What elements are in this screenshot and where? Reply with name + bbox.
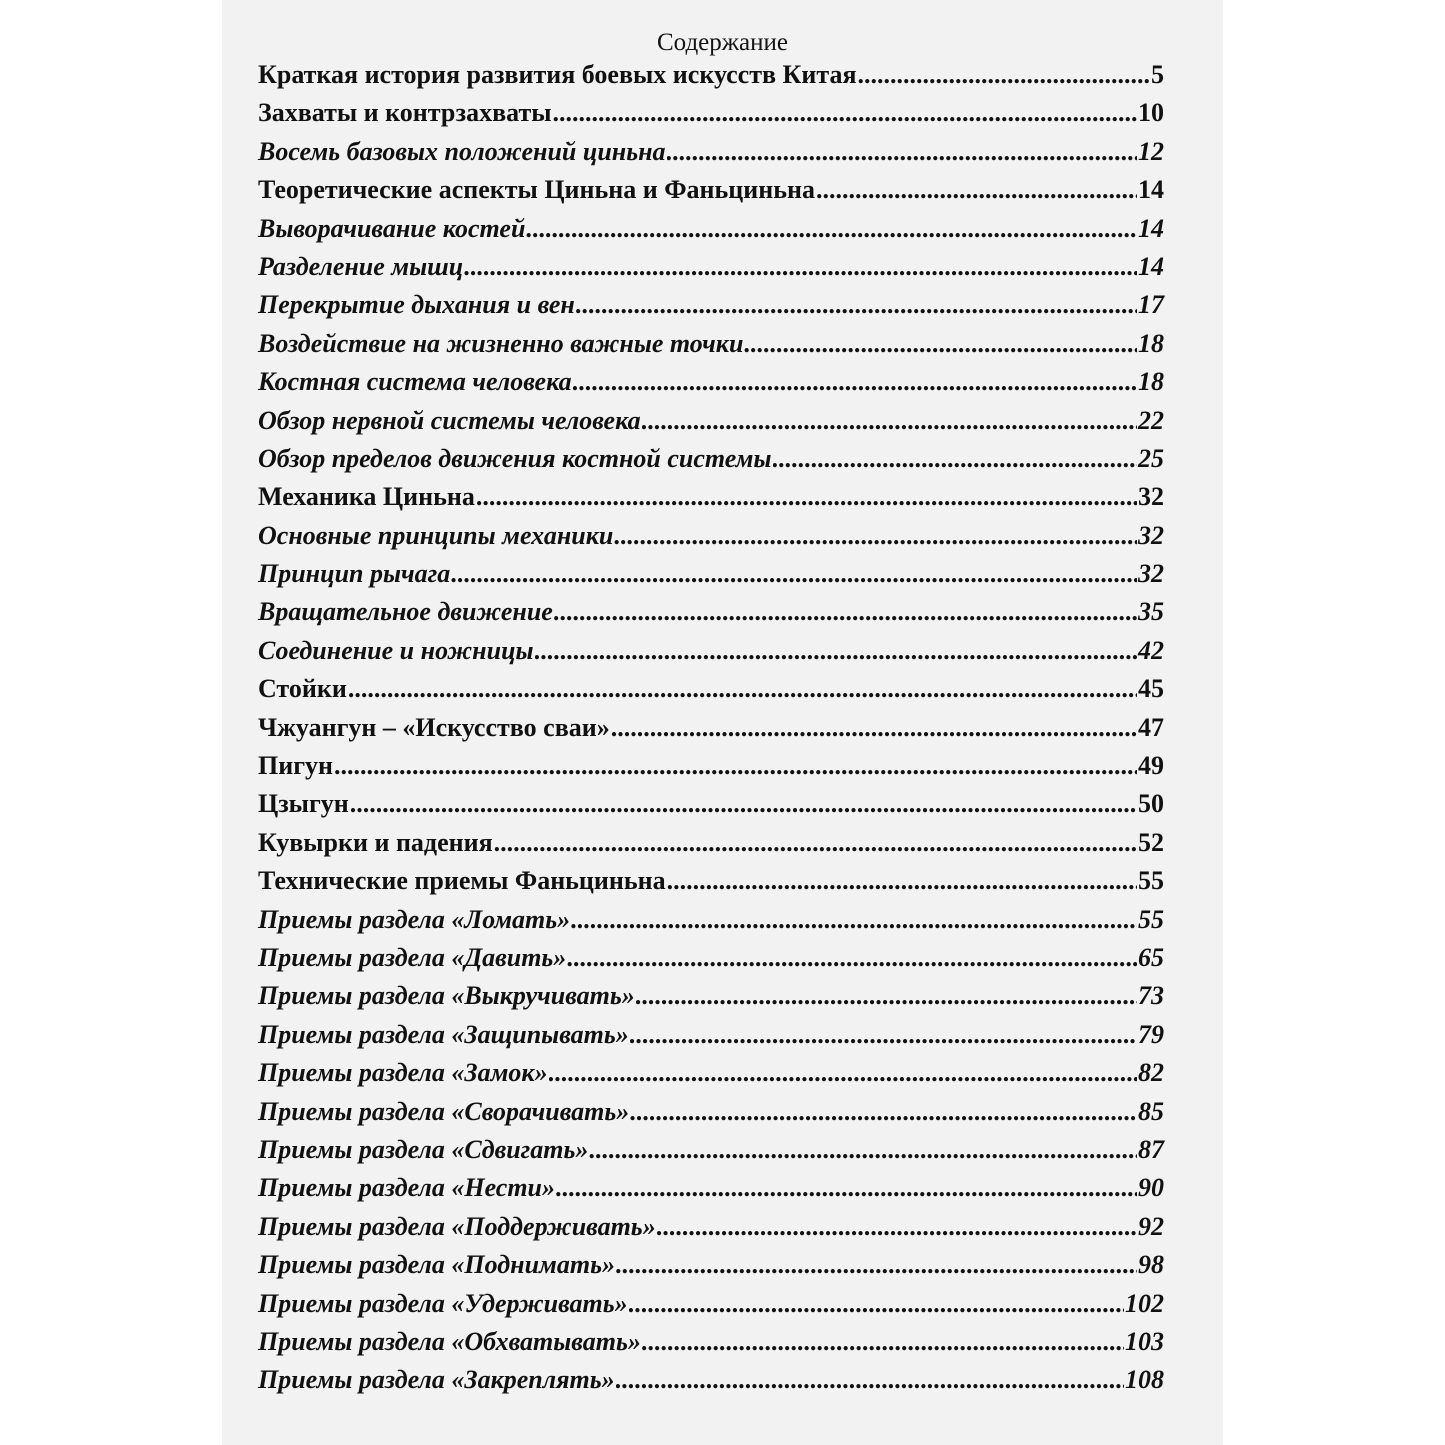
book-page xyxy=(222,0,1223,1445)
dot-leader xyxy=(667,137,1137,167)
toc-entry-title: Приемы раздела «Нести» xyxy=(258,1173,556,1203)
toc-entry-title: Выворачивание костей xyxy=(258,213,526,243)
toc-entry-title: Восемь базовых положений циньна xyxy=(258,136,666,166)
toc-entry-page-number: 90 xyxy=(1138,1173,1164,1203)
toc-entry-page-number: 52 xyxy=(1138,827,1164,857)
dot-leader xyxy=(535,636,1137,666)
toc-entry xyxy=(258,329,1164,367)
dot-leader xyxy=(571,905,1137,935)
toc-entry xyxy=(258,60,1164,98)
toc-entry xyxy=(258,1135,1164,1173)
dot-leader xyxy=(657,1212,1137,1242)
toc-entry xyxy=(258,597,1164,635)
toc-entry xyxy=(258,1289,1164,1327)
toc-entry-title: Принцип рычага xyxy=(258,559,451,589)
toc-entry xyxy=(258,521,1164,559)
toc-entry-title: Приемы раздела «Замок» xyxy=(258,1058,548,1088)
toc-entry-page-number: 35 xyxy=(1138,597,1164,627)
toc-entry-page-number: 22 xyxy=(1138,405,1164,435)
toc-entry xyxy=(258,482,1164,520)
toc-entry-page-number: 32 xyxy=(1138,482,1164,512)
dot-leader xyxy=(614,521,1137,551)
toc-entry-title: Цзыгун xyxy=(258,789,349,819)
toc-entry xyxy=(258,981,1164,1019)
toc-entry xyxy=(258,943,1164,981)
dot-leader xyxy=(773,444,1137,474)
toc-entry-title: Приемы раздела «Поднимать» xyxy=(258,1250,615,1280)
toc-entry-page-number: 25 xyxy=(1138,443,1164,473)
toc-entry-page-number: 85 xyxy=(1138,1096,1164,1126)
toc-entry xyxy=(258,866,1164,904)
dot-leader xyxy=(611,713,1137,743)
toc-entry xyxy=(258,559,1164,597)
toc-entry-title: Приемы раздела «Ломать» xyxy=(258,904,571,934)
toc-entry-page-number: 5 xyxy=(1151,60,1164,89)
toc-entry xyxy=(258,905,1164,943)
dot-leader xyxy=(629,1289,1124,1319)
toc-entry xyxy=(258,137,1164,175)
toc-entry-title: Приемы раздела «Выкручивать» xyxy=(258,981,635,1011)
toc-entry-title: Кувырки и падения xyxy=(258,827,493,857)
toc-entry xyxy=(258,444,1164,482)
toc-entry-title: Теоретические аспекты Циньна и Фаньциньна xyxy=(258,175,815,205)
toc-entry-page-number: 108 xyxy=(1125,1365,1164,1395)
toc-entry xyxy=(258,1327,1164,1365)
toc-entry-page-number: 55 xyxy=(1138,866,1164,896)
dot-leader xyxy=(744,329,1137,359)
dot-leader xyxy=(526,214,1137,244)
toc-entry-page-number: 87 xyxy=(1138,1134,1164,1164)
dot-leader xyxy=(350,789,1137,819)
dot-leader xyxy=(858,60,1150,90)
toc-entry xyxy=(258,1365,1164,1403)
toc-title: Содержание xyxy=(657,29,788,56)
toc-entry xyxy=(258,367,1164,405)
toc-entry-page-number: 14 xyxy=(1138,175,1164,205)
toc-entry-page-number: 102 xyxy=(1125,1288,1164,1318)
dot-leader xyxy=(636,981,1137,1011)
toc-entry xyxy=(258,636,1164,674)
toc-entry-title: Механика Циньна xyxy=(258,482,475,512)
toc-entry-page-number: 92 xyxy=(1138,1211,1164,1241)
toc-entry-page-number: 79 xyxy=(1138,1019,1164,1049)
toc-entry xyxy=(258,828,1164,866)
toc-entry xyxy=(258,1058,1164,1096)
dot-leader xyxy=(464,252,1137,282)
dot-leader xyxy=(642,1327,1124,1357)
toc-entry xyxy=(258,1020,1164,1058)
dot-leader xyxy=(334,751,1137,781)
toc-entry xyxy=(258,252,1164,290)
toc-entry-page-number: 55 xyxy=(1138,904,1164,934)
toc-entry-title: Основные принципы механики xyxy=(258,520,614,550)
dot-leader xyxy=(576,290,1137,320)
dot-leader xyxy=(476,482,1137,512)
toc-entry-title: Технические приемы Фаньциньна xyxy=(258,866,666,896)
dot-leader xyxy=(816,175,1137,205)
toc-list xyxy=(258,60,1164,1404)
toc-entry-title: Стойки xyxy=(258,674,347,704)
dot-leader xyxy=(630,1020,1137,1050)
dot-leader xyxy=(348,674,1137,704)
dot-leader xyxy=(553,98,1137,128)
dot-leader xyxy=(567,943,1137,973)
dot-leader xyxy=(642,406,1137,436)
toc-entry-title: Перекрытие дыхания и вен xyxy=(258,290,575,320)
toc-entry-page-number: 18 xyxy=(1138,328,1164,358)
toc-entry-page-number: 103 xyxy=(1125,1326,1164,1356)
toc-entry-title: Приемы раздела «Удерживать» xyxy=(258,1288,628,1318)
toc-entry-page-number: 32 xyxy=(1138,520,1164,550)
toc-entry-title: Пигун xyxy=(258,751,333,781)
toc-entry-title: Костная система человека xyxy=(258,367,572,397)
dot-leader xyxy=(573,367,1137,397)
toc-entry xyxy=(258,713,1164,751)
toc-entry-title: Обзор пределов движения костной системы xyxy=(258,443,772,473)
toc-entry-page-number: 32 xyxy=(1138,559,1164,589)
toc-entry-title: Приемы раздела «Давить» xyxy=(258,942,567,972)
toc-entry-title: Соединение и ножницы xyxy=(258,635,534,665)
toc-entry-title: Приемы раздела «Закреплять» xyxy=(258,1365,615,1395)
toc-entry xyxy=(258,214,1164,252)
dot-leader xyxy=(554,597,1137,627)
dot-leader xyxy=(589,1135,1137,1165)
toc-entry-page-number: 98 xyxy=(1138,1250,1164,1280)
toc-entry-page-number: 47 xyxy=(1138,712,1164,742)
toc-entry xyxy=(258,290,1164,328)
toc-entry-page-number: 42 xyxy=(1138,635,1164,665)
toc-entry-page-number: 18 xyxy=(1138,367,1164,397)
toc-entry-title: Захваты и контрзахваты xyxy=(258,98,552,128)
toc-entry xyxy=(258,406,1164,444)
toc-entry-page-number: 82 xyxy=(1138,1058,1164,1088)
dot-leader xyxy=(667,866,1137,896)
toc-entry xyxy=(258,98,1164,136)
toc-entry-title: Приемы раздела «Сдвигать» xyxy=(258,1134,589,1164)
toc-entry-page-number: 10 xyxy=(1138,98,1164,128)
toc-entry-page-number: 14 xyxy=(1138,213,1164,243)
dot-leader xyxy=(616,1250,1137,1280)
toc-entry-page-number: 17 xyxy=(1138,290,1164,320)
toc-entry xyxy=(258,751,1164,789)
dot-leader xyxy=(549,1058,1137,1088)
toc-entry-page-number: 50 xyxy=(1138,789,1164,819)
toc-entry-title: Приемы раздела «Обхватывать» xyxy=(258,1326,641,1356)
toc-entry xyxy=(258,1212,1164,1250)
dot-leader xyxy=(630,1097,1137,1127)
toc-entry-page-number: 73 xyxy=(1138,981,1164,1011)
toc-entry-title: Разделение мышц xyxy=(258,251,464,281)
dot-leader xyxy=(556,1173,1137,1203)
toc-entry-page-number: 45 xyxy=(1138,674,1164,704)
toc-entry-title: Приемы раздела «Сворачивать» xyxy=(258,1096,630,1126)
toc-entry xyxy=(258,789,1164,827)
toc-entry xyxy=(258,1250,1164,1288)
toc-entry-title: Чжуангун – «Искусство сваи» xyxy=(258,712,610,742)
toc-entry xyxy=(258,1173,1164,1211)
toc-entry-page-number: 65 xyxy=(1138,942,1164,972)
toc-entry-title: Приемы раздела «Поддерживать» xyxy=(258,1211,656,1241)
dot-leader xyxy=(494,828,1137,858)
toc-entry xyxy=(258,1097,1164,1135)
toc-entry xyxy=(258,674,1164,712)
toc-entry xyxy=(258,175,1164,213)
toc-entry-title: Приемы раздела «Защипывать» xyxy=(258,1019,629,1049)
dot-leader xyxy=(451,559,1137,589)
toc-entry-title: Краткая история развития боевых искусств Китая xyxy=(258,60,857,89)
toc-entry-page-number: 12 xyxy=(1138,136,1164,166)
dot-leader xyxy=(616,1365,1124,1395)
toc-entry-title: Вращательное движение xyxy=(258,597,553,627)
toc-entry-title: Обзор нервной системы человека xyxy=(258,405,641,435)
toc-entry-page-number: 14 xyxy=(1138,251,1164,281)
toc-entry-title: Воздействие на жизненно важные точки xyxy=(258,328,744,358)
toc-entry-page-number: 49 xyxy=(1138,751,1164,781)
